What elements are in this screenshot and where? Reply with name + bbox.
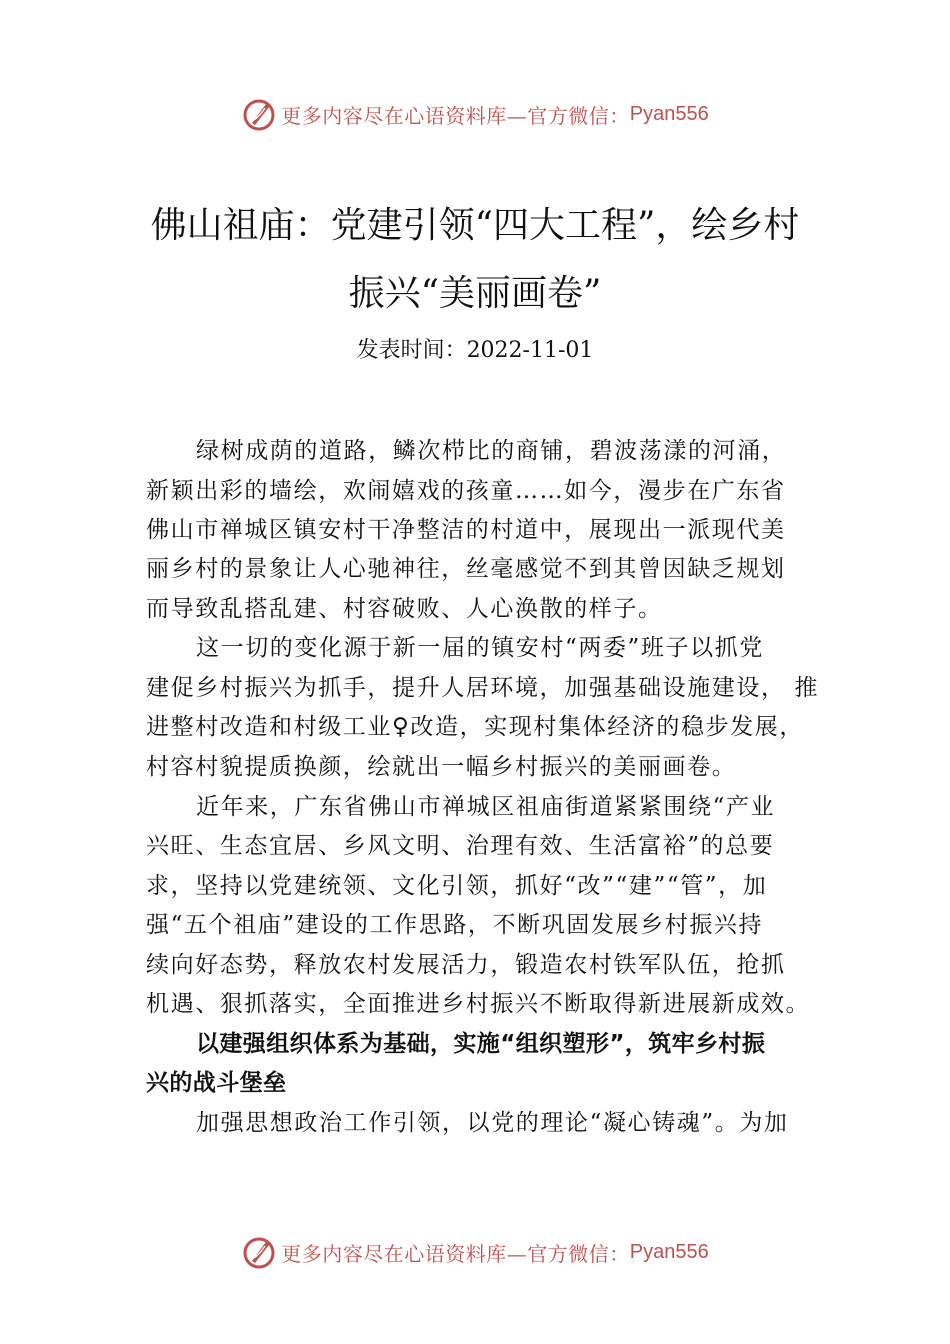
body-line: 近年来，广东省佛山市禅城区祖庙街道紧紧围绕“产业: [196, 794, 776, 820]
banner-wechat-id: Pyan556: [629, 102, 709, 125]
body-line: 这一切的变化源于新一届的镇安村“两委”班子以抓党: [196, 635, 764, 661]
body-line: 求，坚持以党建统领、文化引领，抓好“改”“建”“管”，加: [146, 873, 768, 899]
body-line: 新颖出彩的墙绘，欢闹嬉戏的孩童……如今，漫步在广东省: [146, 478, 786, 504]
body-line: 绿树成荫的道路，鳞次栉比的商铺，碧波荡漾的河涌，: [196, 438, 787, 464]
body-line: 村容村貌提质换颜，绘就出一幅乡村振兴的美丽画卷。: [146, 754, 737, 780]
body-line: 佛山市禅城区镇安村干净整洁的村道中，展现出一派现代美: [146, 517, 786, 543]
body-line: 加强思想政治工作引领，以党的理论“凝心铸魂”。为加: [196, 1110, 789, 1136]
article-title-line-1: 佛山祖庙：党建引领“四大工程”，绘乡村: [150, 205, 800, 246]
quill-logo-icon: [241, 1234, 277, 1270]
section-heading-line: 兴的战斗堡垒: [146, 1070, 287, 1096]
body-line: 机遇、狠抓落实，全面推进乡村振兴不断取得新进展新成效。: [146, 991, 811, 1017]
body-line: 而导致乱搭乱建、村容破败、人心涣散的样子。: [146, 596, 663, 622]
body-line: 兴旺、生态宜居、乡风文明、治理有效、生活富裕”的总要: [146, 833, 775, 859]
publish-date: 发表时间：2022-11-01: [356, 338, 594, 363]
body-line: 建促乡村振兴为抓手，提升人居环境，加强基础设施建设， 推: [146, 675, 820, 701]
body-line: 强“五个祖庙”建设的工作思路，不断巩固发展乡村振兴持: [146, 912, 764, 938]
body-line: 续向好态势，释放农村发展活力，锻造农村铁军队伍，抢抓: [146, 952, 786, 978]
banner-text: 更多内容尽在心语资料库—官方微信：: [281, 103, 630, 128]
section-heading-line: 以建强组织体系为基础，实施“组织塑形”，筑牢乡村振: [196, 1031, 766, 1057]
banner-wechat-id: Pyan556: [629, 1240, 709, 1263]
banner-text: 更多内容尽在心语资料库—官方微信：: [281, 1241, 630, 1266]
article-title-line-2: 振兴“美丽画卷”: [348, 273, 602, 314]
header-banner: [0, 94, 950, 134]
quill-logo-icon: [241, 96, 277, 132]
footer-banner: [0, 1232, 950, 1272]
body-line: 丽乡村的景象让人心驰神往，丝毫感觉不到其曾因缺乏规划: [146, 556, 786, 582]
body-line: 进整村改造和村级工业♀改造，实现村集体经济的稳步发展，: [146, 714, 805, 740]
